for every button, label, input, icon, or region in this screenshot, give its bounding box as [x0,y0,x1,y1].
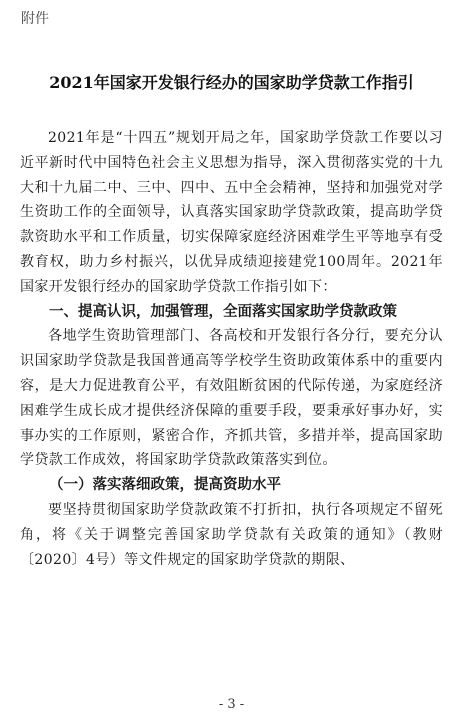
section-1-heading: 一、提高认识，加强管理，全面落实国家助学贷款政策 [49,303,397,320]
section-1-paragraph: 各地学生资助管理部门、各高校和开发银行各分行，要充分认识国家助学贷款是我国普通高等学校学生资助政策体系中的重要内容，是大力促进教育公平，有效阻断贫困的代际传递，为家庭经济困难学生成长成才提供经济保障的重要手段，要秉承好事办好，实事办实的工作原则，紧密合作，齐抓共管，多措并举，提高国家助学贷款工作成效，将国家助学贷款政策落实到位。 [20,328,443,469]
document-body [20,126,443,572]
document-title: 2021年国家开发银行经办的国家助学贷款工作指引 [49,73,414,92]
subsection-1-heading: （一）落实落细政策，提高资助水平 [49,476,281,494]
attachment-label: 附件 [21,11,49,27]
page-number: - 3 - [218,697,245,712]
intro-paragraph: 2021年是“十四五”规划开局之年，国家助学贷款工作要以习近平新时代中国特色社会主义思想为指导，深入贯彻落实党的十九大和十九届二中、三中、四中、五中全会精神，坚持和加强党对学生资助工作的全面领导，认真落实国家助学贷款政策，提高助学贷款资助水平和工作质量，切实保障家庭经济困难学生平等地享有受教育权，助力乡村振兴，以优异成绩迎接建党100周年。2021年国家开发银行经办的国家助学贷款工作指引如下： [20,130,443,295]
subsection-1-paragraph: 要坚持贯彻国家助学贷款政策不打折扣，执行各项规定不留死角，将《关于调整完善国家助学贷款有关政策的通知》（教财〔2020〕4号）等文件规定的国家助学贷款的期限、 [20,501,443,568]
